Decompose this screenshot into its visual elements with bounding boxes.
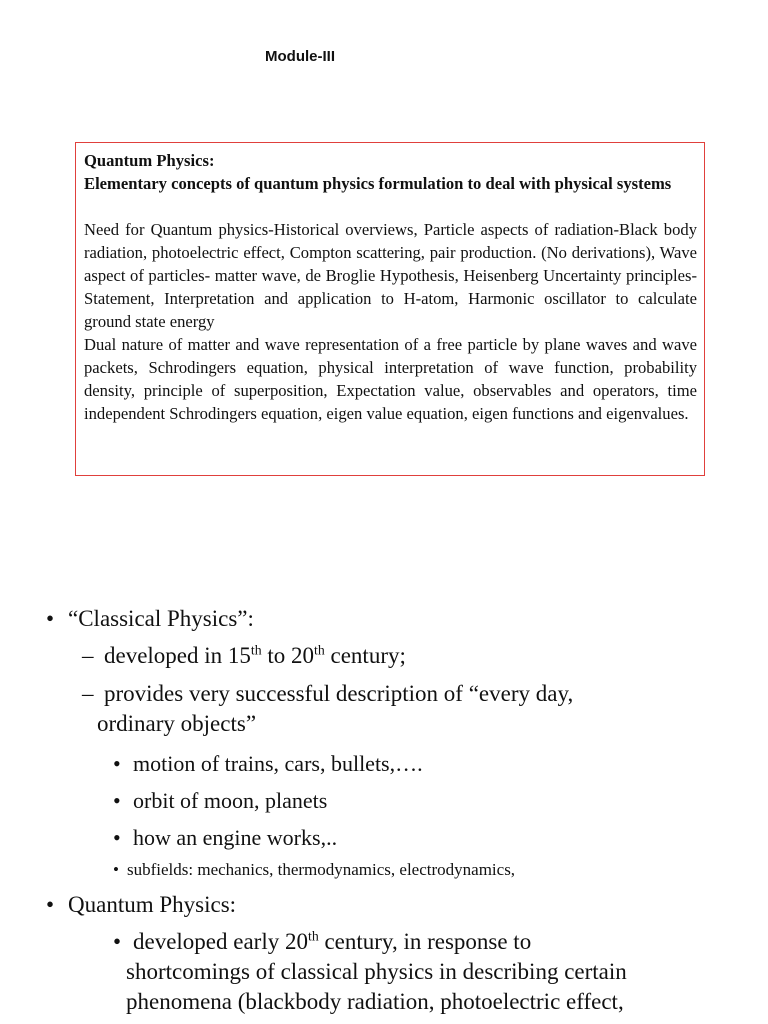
quantum-line-2: shortcomings of classical physics in describing certain xyxy=(126,959,627,984)
syllabus-paragraph-1: Need for Quantum physics-Historical overviews, Particle aspects of radiation-Black body radiation, photoelectric effect, Compton scattering, pair production. (No derivations), Wave aspect of particles- matter wave, de Broglie Hypothesis, Heisenberg Uncertainty principles- Statement, Interpretation and application to H-atom, Harmonic oscillator to calculate ground state energy xyxy=(84,220,697,331)
syllabus-paragraph-2: Dual nature of matter and wave representation of a free particle by plane waves and wave packets, Schrodingers equation, physical interpretation of wave function, probability density, principle of superposition, Expectation value, observables and operators, time independent Schrodingers equation, eigen value equation, eigen functions and eigenvalues. xyxy=(84,335,697,423)
syllabus-box xyxy=(75,142,705,476)
bullet-icon: • xyxy=(46,606,55,631)
subfields-text: subfields: mechanics, thermodynamics, electrodynamics, xyxy=(127,860,516,879)
quantum-physics-heading: Quantum Physics: xyxy=(68,892,237,917)
module-heading: Module-III xyxy=(265,48,335,65)
classical-physics-heading: “Classical Physics”: xyxy=(68,606,254,631)
example-text: orbit of moon, planets xyxy=(133,788,328,813)
example-text: motion of trains, cars, bullets,…. xyxy=(133,751,423,776)
quantum-line-3: phenomena (blackbody radiation, photoelectric effect, xyxy=(126,989,624,1014)
bullet-icon: • xyxy=(113,929,122,954)
quantum-dev-text: developed early 20th century, in response to xyxy=(133,928,532,954)
bullet-icon: • xyxy=(113,788,121,813)
dash-icon: – xyxy=(82,643,94,668)
bullet-icon: • xyxy=(113,860,119,879)
developed-text: developed in 15th to 20th century; xyxy=(104,642,406,668)
example-text: how an engine works,.. xyxy=(133,825,338,850)
description-line-1: provides very successful description of “every day, xyxy=(104,681,574,706)
bullet-icon: • xyxy=(113,825,121,850)
description-line-2: ordinary objects” xyxy=(97,711,257,736)
bullet-icon: • xyxy=(46,892,55,917)
dash-icon: – xyxy=(82,681,94,706)
syllabus-subtitle: Elementary concepts of quantum physics formulation to deal with physical systems xyxy=(84,174,672,193)
syllabus-title: Quantum Physics: xyxy=(84,151,215,170)
bullet-icon: • xyxy=(113,751,121,776)
